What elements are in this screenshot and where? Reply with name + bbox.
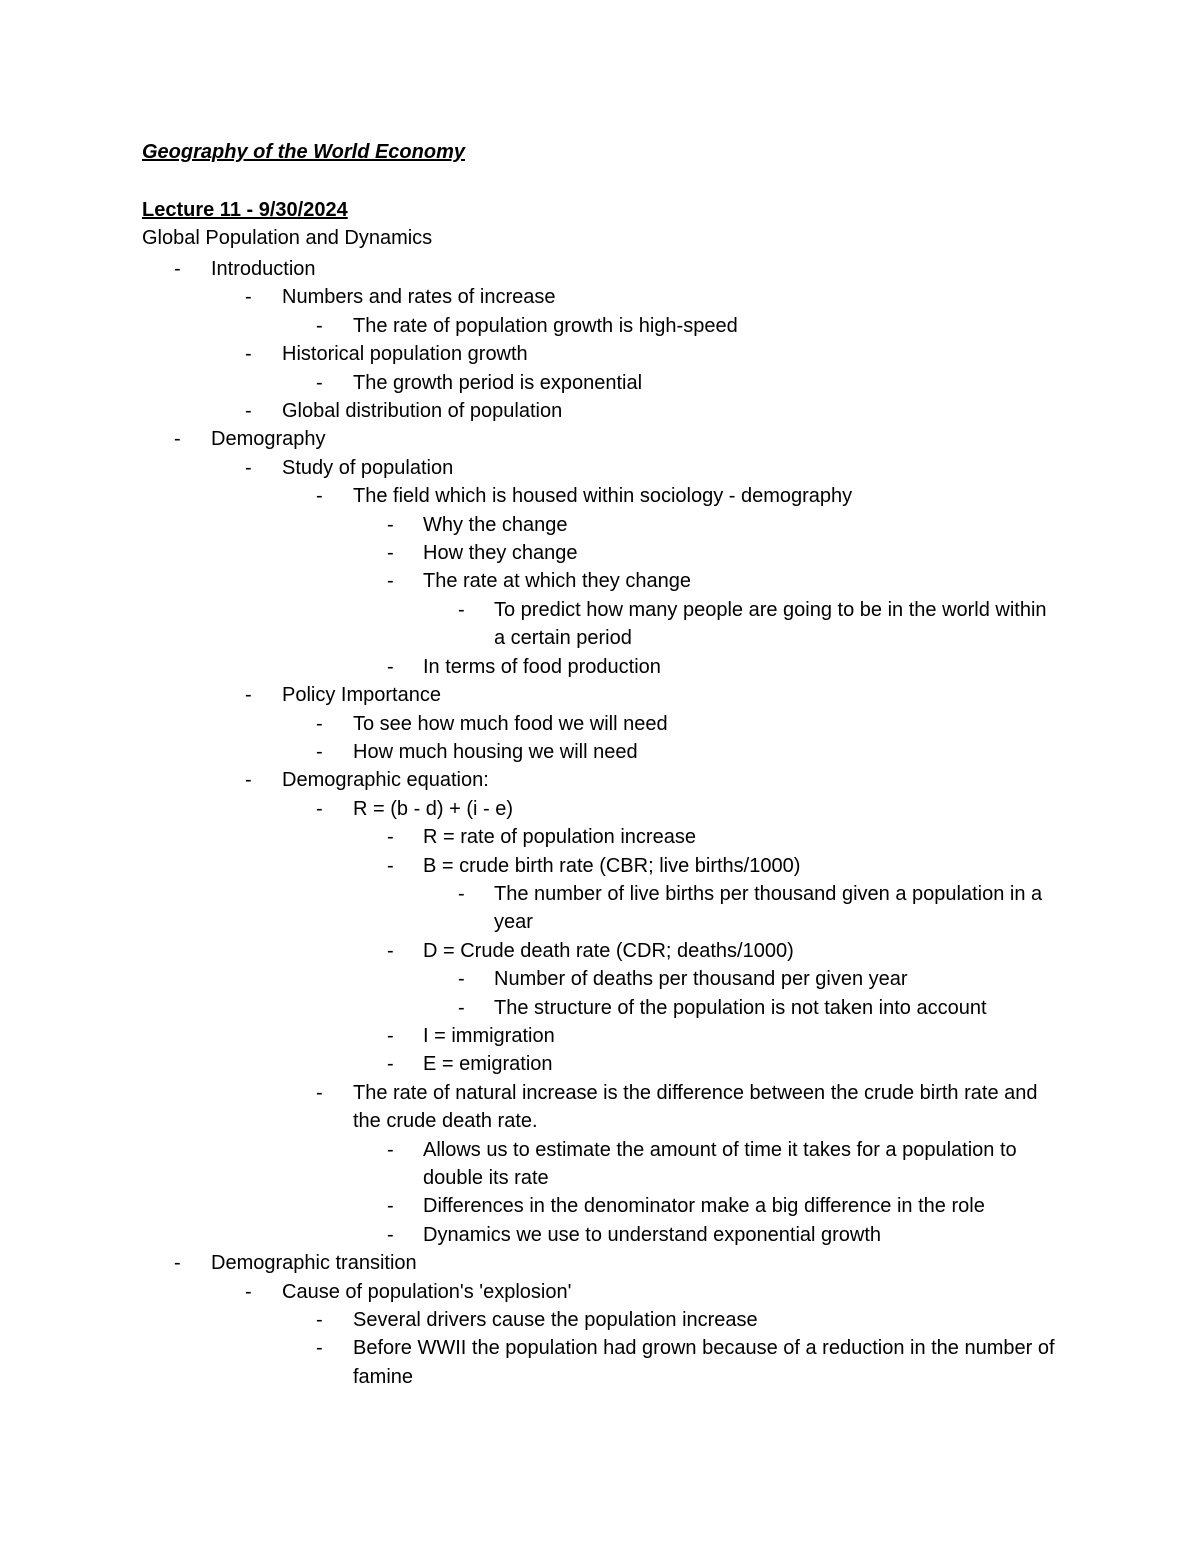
outline-item — [0, 596, 1200, 653]
outline-item — [0, 710, 1200, 738]
outline-item-text: The structure of the population is not taken into account — [494, 996, 987, 1019]
bullet-dash: - — [387, 1195, 394, 1218]
outline-item — [0, 1334, 1200, 1391]
outline-item — [0, 1022, 1200, 1050]
outline-item-text: The rate of population growth is high-speed — [353, 314, 738, 337]
outline-item — [0, 681, 1200, 709]
bullet-dash: - — [387, 570, 394, 593]
outline-item — [0, 397, 1200, 425]
outline-item — [0, 1306, 1200, 1334]
outline-item — [0, 1079, 1200, 1136]
section-heading: Global Population and Dynamics — [142, 227, 433, 249]
bullet-dash: - — [316, 797, 323, 820]
bullet-dash: - — [316, 740, 323, 763]
bullet-dash: - — [458, 598, 465, 621]
outline-item — [0, 738, 1200, 766]
outline-item-text: Global distribution of population — [282, 400, 563, 423]
bullet-dash: - — [174, 258, 181, 280]
outline-item-text: R = (b - d) + (i - e) — [353, 797, 514, 820]
bullet-dash: - — [316, 1337, 323, 1360]
outline-item-text: The rate of natural increase is the difference between the crude birth rate and the crude death rate. — [353, 1081, 1038, 1133]
outline-item-text: To predict how many people are going to be in the world within a certain period — [494, 598, 1047, 650]
bullet-dash: - — [316, 1081, 323, 1104]
outline-item — [0, 937, 1200, 965]
document-title: Geography of the World Economy — [142, 141, 465, 163]
outline-item-text: Several drivers cause the population increase — [353, 1309, 758, 1332]
bullet-dash: - — [458, 882, 465, 905]
outline-item-text: Cause of population's 'explosion' — [282, 1280, 572, 1303]
outline-item-text: Demographic transition — [211, 1252, 417, 1275]
outline-item-text: Study of population — [282, 456, 454, 479]
outline-item — [0, 1192, 1200, 1220]
bullet-dash: - — [245, 343, 252, 366]
outline-item-text: D = Crude death rate (CDR; deaths/1000) — [423, 939, 794, 962]
outline-item — [0, 312, 1200, 340]
outline-item-text: B = crude birth rate (CBR; live births/1000) — [423, 854, 801, 877]
bullet-dash: - — [245, 1280, 252, 1303]
outline-item — [0, 283, 1200, 311]
bullet-dash: - — [316, 371, 323, 394]
outline-item — [0, 454, 1200, 482]
outline-item-text: The growth period is exponential — [353, 371, 643, 394]
bullet-dash: - — [245, 684, 252, 707]
outline-item — [0, 1278, 1200, 1306]
bullet-dash: - — [387, 1053, 394, 1076]
outline-item — [0, 567, 1200, 595]
bullet-dash: - — [316, 1309, 323, 1332]
bullet-dash: - — [245, 456, 252, 479]
bullet-dash: - — [387, 854, 394, 877]
outline-item — [0, 369, 1200, 397]
bullet-dash: - — [174, 428, 181, 451]
bullet-dash: - — [387, 1138, 394, 1161]
outline-item — [0, 539, 1200, 567]
bullet-dash: - — [174, 1252, 181, 1275]
bullet-dash: - — [458, 968, 465, 991]
bullet-dash: - — [458, 996, 465, 1019]
outline-item-text: Demography — [211, 428, 326, 451]
outline-item-text: Numbers and rates of increase — [282, 286, 556, 309]
outline-item-text: I = immigration — [423, 1024, 555, 1047]
outline-item-text: Dynamics we use to understand exponential growth — [423, 1223, 882, 1246]
lecture-heading: Lecture 11 - 9/30/2024 — [142, 199, 348, 221]
bullet-dash: - — [387, 655, 394, 678]
outline-item-text: The field which is housed within sociology - demography — [353, 485, 853, 508]
bullet-dash: - — [245, 769, 252, 792]
outline-item-text: Allows us to estimate the amount of time it takes for a population to double its rate — [423, 1138, 1017, 1189]
outline-item — [0, 880, 1200, 937]
outline-item — [0, 994, 1200, 1022]
bullet-dash: - — [316, 712, 323, 735]
bullet-dash: - — [387, 542, 394, 565]
outline-item-text: The number of live births per thousand given a population in a year — [494, 882, 1043, 934]
outline-item-text: The rate at which they change — [423, 570, 691, 593]
outline-item — [0, 482, 1200, 510]
outline-item — [0, 852, 1200, 880]
outline-item — [0, 1136, 1200, 1193]
outline-item-text: Historical population growth — [282, 343, 528, 366]
bullet-dash: - — [387, 939, 394, 962]
bullet-dash: - — [316, 314, 323, 337]
outline-item-text: Policy Importance — [282, 684, 441, 707]
outline-item-text: E = emigration — [423, 1053, 553, 1076]
bullet-dash: - — [245, 286, 252, 309]
outline-item — [0, 965, 1200, 993]
outline-item — [0, 1050, 1200, 1078]
outline-item — [0, 795, 1200, 823]
outline-item-text: To see how much food we will need — [353, 712, 668, 735]
outline-item — [0, 340, 1200, 368]
outline-item-text: Demographic equation: — [282, 769, 489, 792]
outline-item — [0, 255, 1200, 283]
outline-item-text: R = rate of population increase — [423, 826, 696, 849]
outline-item — [0, 823, 1200, 851]
outline-item — [0, 1221, 1200, 1249]
bullet-dash: - — [245, 400, 252, 423]
bullet-dash: - — [387, 513, 394, 536]
outline-item — [0, 1249, 1200, 1277]
bullet-dash: - — [387, 826, 394, 849]
outline-list — [0, 255, 1200, 1391]
outline-item-text: Number of deaths per thousand per given year — [494, 968, 908, 991]
outline-item-text: How much housing we will need — [353, 740, 638, 763]
bullet-dash: - — [387, 1024, 394, 1047]
bullet-dash: - — [387, 1223, 394, 1246]
outline-item-text: Differences in the denominator make a big difference in the role — [423, 1195, 985, 1218]
outline-item-text: Introduction — [211, 258, 316, 280]
outline-item — [0, 766, 1200, 794]
outline-item-text: In terms of food production — [423, 655, 661, 678]
outline-item — [0, 511, 1200, 539]
outline-item-text: Before WWII the population had grown because of a reduction in the number of famine — [353, 1337, 1055, 1388]
outline-item — [0, 425, 1200, 453]
outline-item-text: How they change — [423, 542, 578, 565]
bullet-dash: - — [316, 485, 323, 508]
outline-item-text: Why the change — [423, 513, 568, 536]
outline-item — [0, 653, 1200, 681]
